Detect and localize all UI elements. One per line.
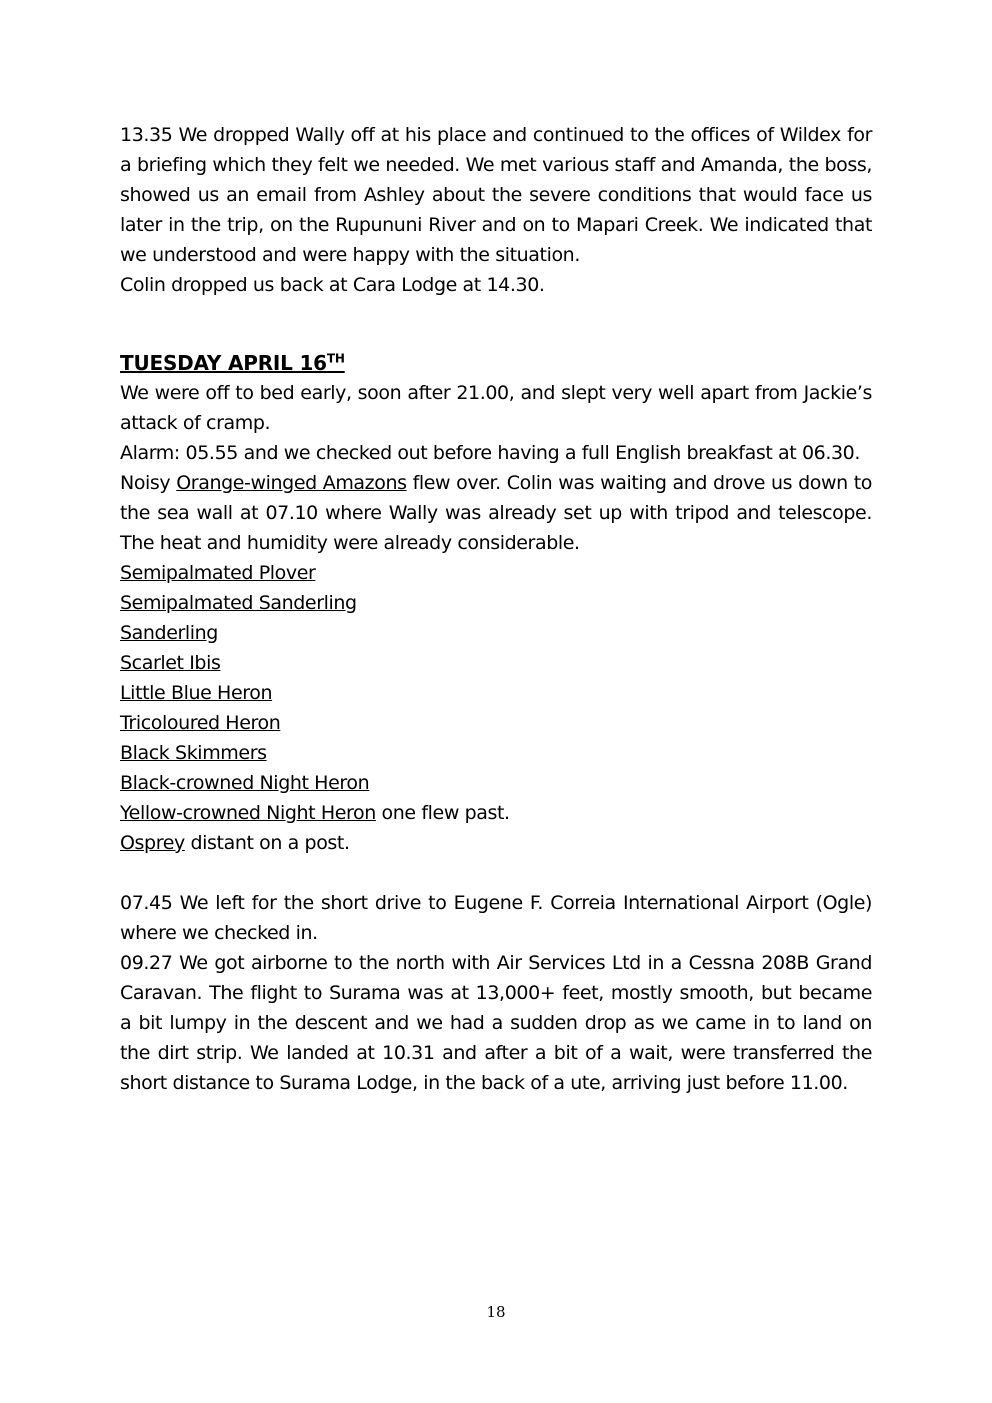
document-page — [120, 120, 872, 1098]
bird-list-item — [120, 768, 872, 798]
bird-name: Black Skimmers — [120, 742, 267, 764]
bird-list-item — [120, 798, 872, 828]
bird-name: Scarlet Ibis — [120, 652, 221, 674]
bird-name: Semipalmated Sanderling — [120, 592, 357, 614]
airport-paragraph: 07.45 We left for the short drive to Eugene F. Correia International Airport (Ogle) where we checked in. — [120, 892, 872, 944]
spacer — [120, 858, 872, 888]
day-heading-suffix: TH — [326, 351, 345, 366]
bird-list-item — [120, 588, 872, 618]
wildex-briefing-paragraph: 13.35 We dropped Wally off at his place and continued to the offices of Wildex for a briefing which they felt we needed. We met various staff and Amanda, the boss, showed us an email from Ashley about the severe conditions that would face us later in the trip, on the Rupununi River and on to Mapari Creek. We indicated that we understood and were happy with the situation. — [120, 124, 872, 266]
page-number: 18 — [486, 1303, 506, 1321]
day-heading-text: TUESDAY APRIL 16 — [120, 351, 327, 375]
bird-name: Black-crowned Night Heron — [120, 772, 370, 794]
bird-name: Yellow-crowned Night Heron — [120, 802, 376, 824]
bird-list-item — [120, 558, 872, 588]
bird-name-orange-winged-amazons: Orange-winged Amazons — [176, 472, 407, 494]
return-to-lodge-line: Colin dropped us back at Cara Lodge at 14.30. — [120, 274, 545, 296]
sea-wall-rest: flew over. Colin was waiting and drove us down to the sea wall at 07.10 where Wally was already set up with tripod and telescope. The heat and humidity were already considerable. — [120, 472, 873, 554]
bird-list — [120, 558, 872, 858]
bird-name: Tricoloured Heron — [120, 712, 281, 734]
bird-list-item — [120, 648, 872, 678]
bird-name: Semipalmated Plover — [120, 562, 316, 584]
bird-name: Osprey — [120, 832, 185, 854]
alarm-line: Alarm: 05.55 and we checked out before having a full English breakfast at 06.30. — [120, 442, 860, 464]
bird-note: one flew past. — [375, 802, 510, 824]
bird-list-item — [120, 678, 872, 708]
bedtime-paragraph: We were off to bed early, soon after 21.00, and slept very well apart from Jackie’s attack of cramp. — [120, 382, 872, 434]
bird-list-item — [120, 708, 872, 738]
bird-name: Sanderling — [120, 622, 218, 644]
bird-list-item — [120, 618, 872, 648]
bird-note: distant on a post. — [184, 832, 350, 854]
bird-list-item — [120, 738, 872, 768]
sea-wall-prefix: Noisy — [120, 472, 177, 494]
bird-name: Little Blue Heron — [120, 682, 273, 704]
flight-paragraph: 09.27 We got airborne to the north with Air Services Ltd in a Cessna 208B Grand Caravan. The flight to Surama was at 13,000+ feet, mostly smooth, but became a bit lumpy in the descent and we had a sudden drop as we came in to land on the dirt strip. We landed at 10.31 and after a bit of a wait, were transferred the short distance to Surama Lodge, in the back of a ute, arriving just before 11.00. — [120, 952, 872, 1094]
bird-list-item — [120, 828, 872, 858]
sea-wall-paragraph — [120, 468, 872, 558]
spacer — [120, 300, 872, 330]
day-heading — [120, 348, 872, 378]
